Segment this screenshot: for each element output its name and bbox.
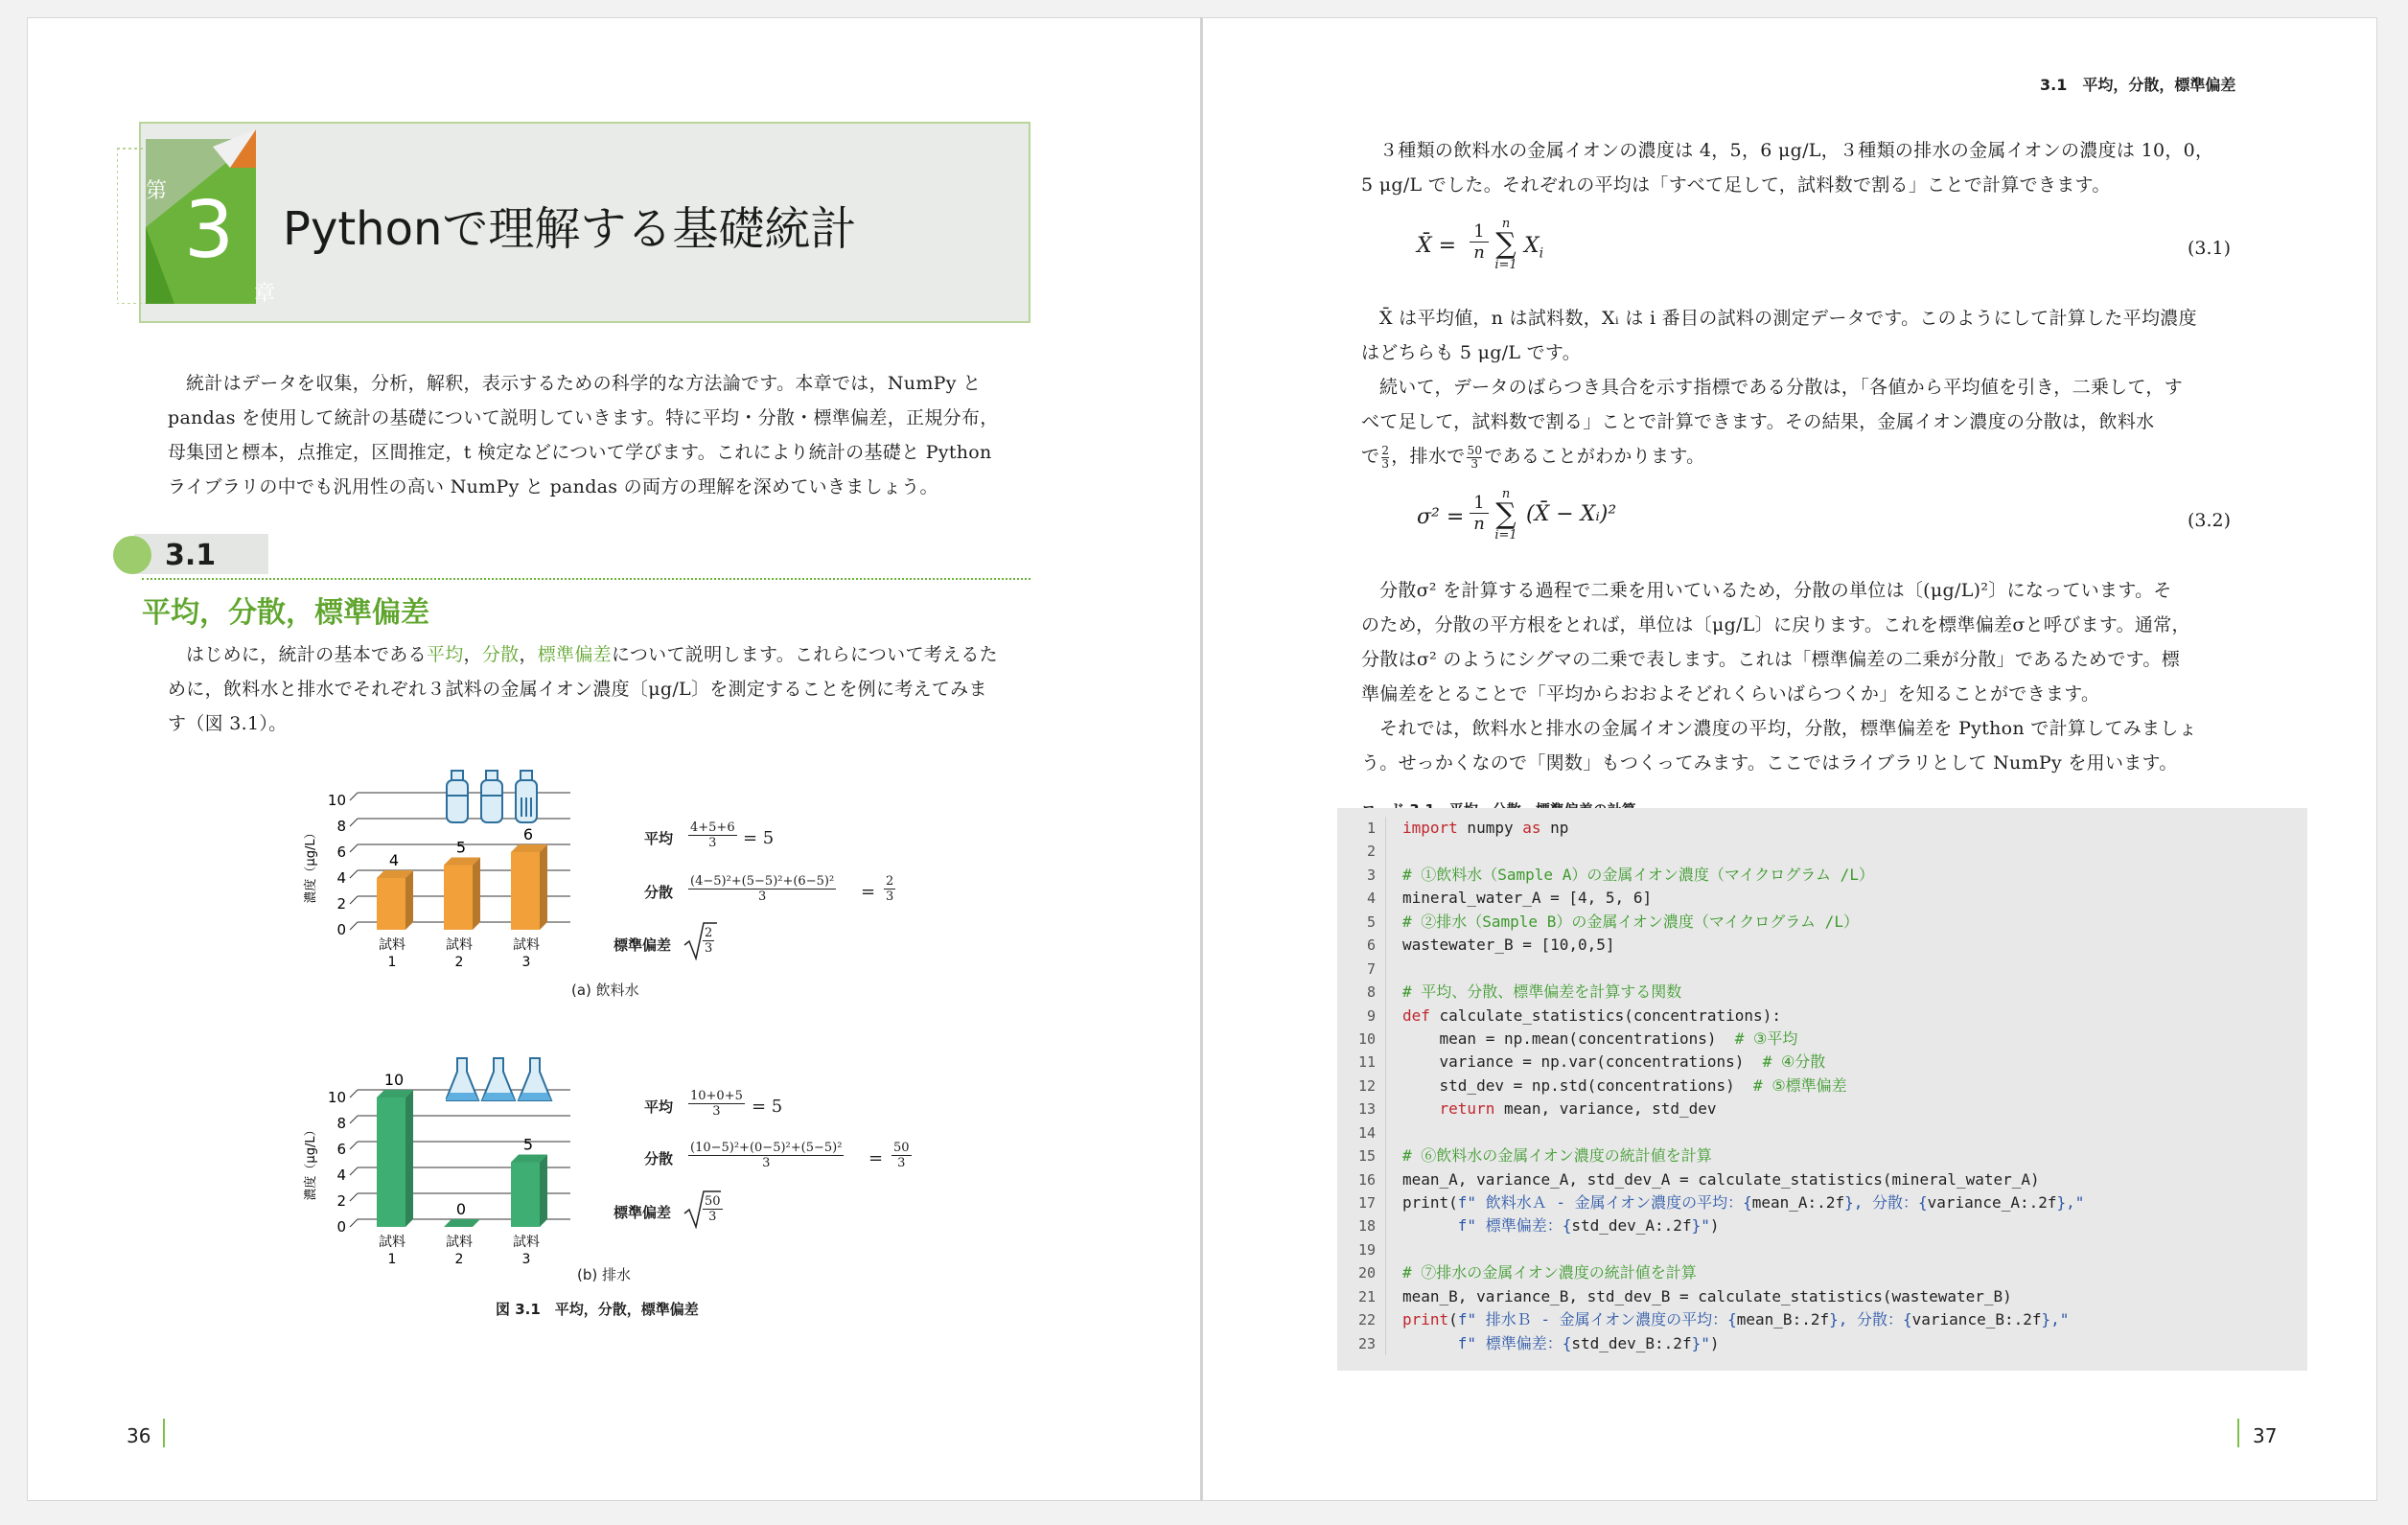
section-number: 3.1 (165, 539, 217, 572)
code-line (1402, 934, 2304, 957)
code-token: mean_A, variance_A, std_dev_A = calculate_statistics(mineral_water_A) (1402, 1169, 2040, 1189)
y-tick-label: 0 (336, 1218, 346, 1236)
std-formula-a (703, 926, 714, 956)
code-line-number: 12 (1357, 1076, 1376, 1095)
x-tick-label: 試料 (513, 1235, 540, 1250)
text-run: であることがわかります。 (1484, 446, 1705, 467)
fraction-den: 3 (1470, 456, 1479, 471)
y-tick-label: 10 (327, 792, 346, 809)
text-run: ， (519, 644, 538, 665)
bar (511, 852, 540, 930)
code-token: f" 飲料水Ａ - 金属イオン濃度の平均：{ (1457, 1193, 1752, 1212)
fraction-num: 1 (1470, 221, 1489, 243)
chapter-title: Pythonで理解する基礎統計 (283, 202, 857, 256)
code-token: std_dev = np.std(concentrations) (1402, 1075, 1754, 1095)
bar-top (444, 1219, 480, 1227)
page-number-left: 36 (127, 1424, 151, 1447)
intro-line: ライブラリの中でも汎用性の高い NumPy と pandas の両方の理解を深めていきましょう。 (168, 476, 938, 497)
text-line: X̄ は平均値，n は試料数，Xᵢ は i 番目の試料の測定データです。このようにして計算した平均濃度 (1379, 308, 2197, 329)
code-line-number: 2 (1366, 843, 1376, 861)
code-token: # ④分散 (1762, 1052, 1826, 1072)
std-label-a: 標準偏差 (614, 936, 672, 954)
code-line-number: 23 (1357, 1334, 1376, 1352)
code-line-number: 3 (1366, 866, 1376, 884)
x-tick-label: 2 (454, 1252, 464, 1267)
page-number-rule (163, 1419, 165, 1447)
eq2-number: (3.2) (2188, 510, 2232, 531)
bar (511, 1163, 540, 1228)
code-token: f" 排水Ｂ - 金属イオン濃度の平均：{ (1457, 1310, 1737, 1329)
y-tick-label: 6 (336, 1141, 346, 1158)
grid-diagonal (350, 1090, 358, 1098)
fraction-den: 3 (708, 836, 717, 850)
data-label: 5 (455, 838, 467, 857)
y-axis-label: 濃度（μg/L） (304, 826, 318, 904)
code-line-number: 10 (1357, 1029, 1376, 1048)
x-tick-label: 3 (521, 1252, 531, 1267)
flask-icons (446, 1054, 556, 1107)
code-token: np (1540, 819, 1569, 837)
code-token: mean_A:.2f (1751, 1193, 1845, 1212)
fraction-num: 10+0+5 (690, 1089, 743, 1103)
data-label: 10 (383, 1071, 405, 1089)
code-token: # ⑥飲料水の金属イオン濃度の統計値を計算 (1402, 1146, 1712, 1166)
text-run: ，排水で (1391, 446, 1466, 467)
code-token: # ⑤標準偏差 (1753, 1075, 1847, 1095)
code-line (1402, 1144, 2304, 1167)
eq1-summation: n ∑ i=1 (1490, 217, 1522, 272)
code-line (1402, 981, 2304, 1004)
mean-formula-b (688, 1089, 745, 1119)
fraction-den: n (1473, 243, 1485, 263)
term-mean: 平均 (426, 644, 464, 665)
text-run: ， (463, 644, 482, 665)
fraction-num: 4+5+6 (690, 820, 735, 835)
text-line (1361, 439, 2235, 474)
text-line: はどちらも 5 μg/L です。 (1361, 342, 1582, 363)
code-line-number: 13 (1357, 1100, 1376, 1119)
code-line-number: 5 (1366, 913, 1376, 931)
eq1-term (1524, 234, 1543, 261)
x-tick-label: 試料 (379, 937, 405, 953)
grid-diagonal (350, 1167, 358, 1175)
text-line: ３種類の飲料水の金属イオンの濃度は 4，5，6 μg/L，３種類の排水の金属イオンの濃度は 10，0， (1379, 140, 2214, 161)
eq1-number: (3.1) (2188, 238, 2232, 259)
mean-formula-a (688, 820, 737, 850)
fraction-num: 50 (893, 1141, 910, 1155)
code-token: wastewater_B = [10,0,5] (1402, 936, 1615, 955)
code-line-number: 19 (1357, 1240, 1376, 1259)
text-line: それでは，飲料水と排水の金属イオン濃度の平均，分散，標準偏差を Python で計算してみましょ (1379, 718, 2197, 739)
text-line: う。せっかくなので「関数」もつくってみます。ここではライブラリとして NumPy を用います。 (1361, 752, 2178, 774)
grid-diagonal (350, 793, 358, 800)
inline-fraction-1 (1381, 445, 1389, 471)
code-token: }," (2056, 1193, 2085, 1212)
panel-a-caption: (a) 飲料水 (571, 982, 639, 999)
intro-paragraph (168, 366, 1042, 504)
eq2-lhs: σ² = (1417, 505, 1465, 529)
text-line: べて足して，試料数で割る」ことで計算できます。その結果，金属イオン濃度の分散は，飲料水 (1361, 411, 2155, 432)
x-tick-label: 1 (387, 1252, 397, 1267)
code-token: ( (1448, 1310, 1458, 1329)
fraction-num: 2 (1381, 443, 1390, 457)
inline-fraction-2 (1467, 445, 1482, 471)
bar (377, 878, 405, 930)
page-number-right: 37 (2253, 1424, 2278, 1447)
section-paragraph (168, 637, 1042, 741)
running-head: 3.1 平均，分散，標準偏差 (2040, 76, 2236, 94)
fraction-num: 1 (1470, 493, 1489, 514)
variance-formula-b (688, 1141, 844, 1170)
right-paragraph-2 (1361, 301, 2235, 474)
code-line-number: 1 (1366, 820, 1376, 837)
variance-formula-a (688, 874, 836, 904)
fraction-den: 3 (705, 941, 713, 956)
variance-eq-b: = (868, 1148, 884, 1168)
code-line-number: 18 (1357, 1217, 1376, 1236)
y-axis-label: 濃度（μg/L） (304, 1123, 318, 1201)
code-line (1402, 1121, 2304, 1144)
text-run: はじめに，統計の基本である (186, 644, 427, 665)
y-tick-label: 8 (336, 818, 346, 835)
y-tick-label: 6 (336, 843, 346, 861)
code-line (1402, 1238, 2304, 1261)
variance-label-a: 分散 (644, 884, 674, 901)
text-line: のため，分散の平方根をとれば，単位は〔μg/L〕に戻ります。これを標準偏差σと呼びます。通常， (1361, 614, 2190, 635)
text-run: で (1361, 446, 1380, 467)
code-line-number: 16 (1357, 1170, 1376, 1189)
code-token: variance_B:.2f (1911, 1310, 2042, 1329)
sum-top: n (1501, 217, 1511, 231)
variance-eq-a: = (861, 882, 876, 902)
code-token: f" 標準偏差：{ (1402, 1216, 1572, 1236)
code-token: numpy (1457, 819, 1523, 837)
sum-top: n (1501, 487, 1511, 501)
code-line (1402, 1074, 2304, 1098)
code-token: # 平均、分散、標準偏差を計算する関数 (1402, 982, 1682, 1002)
code-line (1402, 911, 2304, 934)
code-token: # ⑦排水の金属イオン濃度の統計値を計算 (1402, 1263, 1697, 1282)
mean-label-b: 平均 (644, 1098, 674, 1116)
x-tick-label: 試料 (379, 1235, 405, 1250)
section-bullet (113, 536, 151, 574)
code-token: mineral_water_A = [4, 5, 6] (1402, 889, 1653, 908)
y-tick-label: 2 (336, 1192, 346, 1210)
eq2-term: (X̄ − Xᵢ)² (1526, 502, 1617, 526)
code-line (1402, 864, 2304, 887)
code-token: ) (1709, 1216, 1720, 1236)
right-paragraph-1 (1361, 133, 2235, 202)
panel-b-caption: (b) 排水 (577, 1266, 631, 1283)
code-line-numbers (1337, 817, 1386, 1355)
code-token: }" (1691, 1333, 1710, 1352)
fraction-den: 3 (757, 890, 767, 904)
x-tick-label: 試料 (446, 937, 473, 953)
x-tick-label: 2 (454, 955, 464, 970)
code-line (1402, 958, 2304, 981)
code-token: return (1439, 1099, 1495, 1119)
fraction-den: n (1473, 514, 1485, 534)
bar (377, 1098, 405, 1227)
fraction-num: (10−5)²+(0−5)²+(5−5)² (690, 1141, 843, 1155)
chapter-number: 3 (184, 185, 235, 276)
code-line (1402, 1191, 2304, 1214)
fraction-den: 3 (886, 890, 894, 904)
grid-diagonal (350, 922, 358, 930)
intro-line: 統計はデータを収集，分析，解釈，表示するための科学的な方法論です。本章では，NumPy と (186, 373, 982, 394)
variance-result-b (891, 1141, 912, 1170)
code-line-number: 22 (1357, 1311, 1376, 1329)
text-line: 続いて，データのばらつき具合を示す指標である分散は，「各値から平均値を引き，二乗して，す (1379, 377, 2183, 398)
code-token: f" 標準偏差：{ (1402, 1333, 1572, 1352)
code-line-number: 21 (1357, 1287, 1376, 1305)
code-line-number: 17 (1357, 1194, 1376, 1212)
code-line-number: 20 (1357, 1264, 1376, 1282)
grid-diagonal (350, 1193, 358, 1201)
data-label: 6 (522, 825, 534, 843)
sum-bottom: i=1 (1494, 258, 1517, 272)
code-line (1402, 1098, 2304, 1121)
section-line: す（図 3.1）。 (168, 713, 288, 734)
y-tick-label: 8 (336, 1115, 346, 1132)
fraction-den: 3 (712, 1104, 721, 1119)
code-line-number: 9 (1366, 1006, 1376, 1025)
text-line: 準偏差をとることで「平均からおおよそどれくらいばらつくか」を知ることができます。 (1361, 683, 2100, 705)
subscript: i (1539, 245, 1544, 262)
eq1-fraction (1470, 221, 1489, 263)
x-tick-label: 3 (521, 955, 531, 970)
section-line: めに，飲料水と排水でそれぞれ３試料の金属イオン濃度〔μg/L〕を測定することを例に考えてみま (168, 679, 987, 700)
term-variance: 分散 (481, 644, 520, 665)
mean-label-a: 平均 (644, 830, 674, 847)
std-label-b: 標準偏差 (614, 1204, 672, 1221)
fraction-den: 3 (1381, 456, 1390, 471)
code-line (1402, 1168, 2304, 1191)
code-line (1402, 817, 2304, 840)
data-label: 5 (522, 1135, 534, 1154)
code-line (1402, 1214, 2304, 1237)
text-line: 5 μg/L でした。それぞれの平均は「すべて足して，試料数で割る」ことで計算できます。 (1361, 174, 2111, 196)
y-tick-label: 10 (327, 1089, 346, 1106)
bottle-icons (443, 767, 548, 824)
code-line (1402, 1005, 2304, 1028)
code-token: import (1402, 819, 1458, 837)
y-tick-label: 2 (336, 895, 346, 913)
code-line-number: 4 (1366, 890, 1376, 908)
x-tick-label: 試料 (513, 937, 540, 953)
code-line-number: 11 (1357, 1053, 1376, 1072)
code-token: mean_B, variance_B, std_dev_B = calculate_statistics(wastewater_B) (1402, 1286, 2012, 1305)
code-token: # ②排水（Sample B）の金属イオン濃度（マイクログラム /L） (1402, 912, 1859, 931)
code-token: print (1402, 1310, 1449, 1329)
fraction-num: 50 (1467, 443, 1483, 457)
sum-bottom: i=1 (1494, 528, 1517, 543)
bar-side (540, 1155, 547, 1228)
book-gutter (1200, 17, 1202, 1501)
code-token: mean_B:.2f (1736, 1310, 1830, 1329)
eq2-summation: n ∑ i=1 (1490, 487, 1522, 543)
code-token: ) (1709, 1333, 1720, 1352)
grid-diagonal (350, 844, 358, 852)
grid-diagonal (350, 1116, 358, 1123)
section-title: 平均，分散，標準偏差 (142, 596, 429, 630)
fraction-num: 50 (705, 1194, 721, 1209)
section-line (168, 637, 1042, 672)
bar-side (540, 844, 547, 930)
grid-diagonal (350, 1219, 358, 1227)
code-token: }, 分散：{ (1844, 1193, 1928, 1212)
grid-diagonal (350, 1142, 358, 1149)
eq1-lhs: X̄ = (1417, 234, 1457, 258)
code-line (1402, 887, 2304, 910)
code-line-number: 7 (1366, 959, 1376, 978)
intro-line: pandas を使用して統計の基礎について説明していきます。特に平均・分散・標準偏差，正規分布， (168, 407, 999, 428)
fraction-den: 3 (762, 1156, 771, 1170)
chapter-kanji-top: 第 (146, 179, 168, 203)
std-formula-b (703, 1194, 723, 1224)
code-token: calculate_statistics(concentrations): (1429, 1005, 1781, 1025)
code-token: mean = np.mean(concentrations) (1402, 1028, 1735, 1048)
code-line (1402, 1308, 2304, 1331)
right-paragraph-3 (1361, 573, 2235, 780)
text-line: 分散σ² を計算する過程で二乗を用いているため，分散の単位は〔(μg/L)²〕になっています。そ (1379, 580, 2172, 601)
code-line-number: 8 (1366, 983, 1376, 1002)
code-line (1402, 840, 2304, 863)
variance-label-b: 分散 (644, 1150, 674, 1167)
code-line (1402, 1051, 2304, 1074)
chapter-kanji-bottom: 章 (254, 282, 276, 306)
section-rule (142, 578, 1030, 580)
y-tick-label: 4 (336, 1167, 346, 1184)
code-token: # ①飲料水（Sample A）の金属イオン濃度（マイクログラム /L） (1402, 865, 1874, 884)
grid-diagonal (350, 870, 358, 878)
code-token: std_dev_A:.2f (1571, 1216, 1692, 1236)
code-line (1402, 1261, 2304, 1284)
fraction-den: 3 (708, 1210, 717, 1224)
code-token: }, 分散：{ (1829, 1310, 1912, 1329)
fraction-den: 3 (897, 1156, 906, 1170)
text-run: について説明します。これらについて考えるた (611, 644, 998, 665)
fraction-num: 2 (886, 874, 894, 889)
term: X (1524, 234, 1540, 258)
bar-side (473, 858, 480, 931)
data-label: 0 (455, 1200, 467, 1218)
mean-result-b: = 5 (752, 1097, 783, 1117)
text-line: 分散はσ² のようにシグマの二乗で表します。これは「標準偏差の二乗が分散」であるためです。標 (1361, 649, 2181, 670)
code-token: variance_A:.2f (1927, 1193, 2057, 1212)
code-token: # ③平均 (1734, 1028, 1798, 1048)
intro-line: 母集団と標本，点推定，区間推定，t 検定などについて学びます。これにより統計の基礎と Python (168, 442, 992, 463)
grid-diagonal (350, 896, 358, 904)
mean-result-a: = 5 (743, 828, 775, 848)
variance-result-a (884, 874, 895, 904)
eq2-fraction (1470, 493, 1489, 534)
code-line (1402, 1332, 2304, 1355)
code-token: as (1522, 819, 1541, 837)
fraction-num: 2 (705, 926, 713, 940)
code-line-number: 15 (1357, 1147, 1376, 1166)
code-token: def (1402, 1005, 1430, 1025)
code-token: std_dev_B:.2f (1571, 1333, 1692, 1352)
code-token (1402, 1099, 1440, 1118)
code-token: }" (1691, 1216, 1710, 1236)
y-tick-label: 4 (336, 869, 346, 887)
bar (444, 866, 473, 931)
x-tick-label: 試料 (446, 1235, 473, 1250)
code-token: variance = np.var(concentrations) (1402, 1052, 1763, 1072)
code-token: print( (1402, 1193, 1458, 1212)
code-text (1402, 817, 2304, 1355)
y-tick-label: 0 (336, 921, 346, 938)
grid-diagonal (350, 819, 358, 826)
data-label: 4 (388, 851, 400, 869)
code-line-number: 6 (1366, 936, 1376, 955)
code-token: }," (2041, 1310, 2070, 1329)
code-line (1402, 1028, 2304, 1051)
code-token: mean, variance, std_dev (1494, 1099, 1717, 1119)
term-std: 標準偏差 (537, 644, 612, 665)
x-tick-label: 1 (387, 955, 397, 970)
bar-side (405, 870, 413, 930)
code-line (1402, 1285, 2304, 1308)
page-number-rule-right (2237, 1419, 2239, 1447)
figure-caption: 図 3.1 平均，分散，標準偏差 (496, 1301, 699, 1318)
bar-side (405, 1090, 413, 1227)
code-line-number: 14 (1357, 1123, 1376, 1142)
fraction-num: (4−5)²+(5−5)²+(6−5)² (690, 874, 835, 889)
